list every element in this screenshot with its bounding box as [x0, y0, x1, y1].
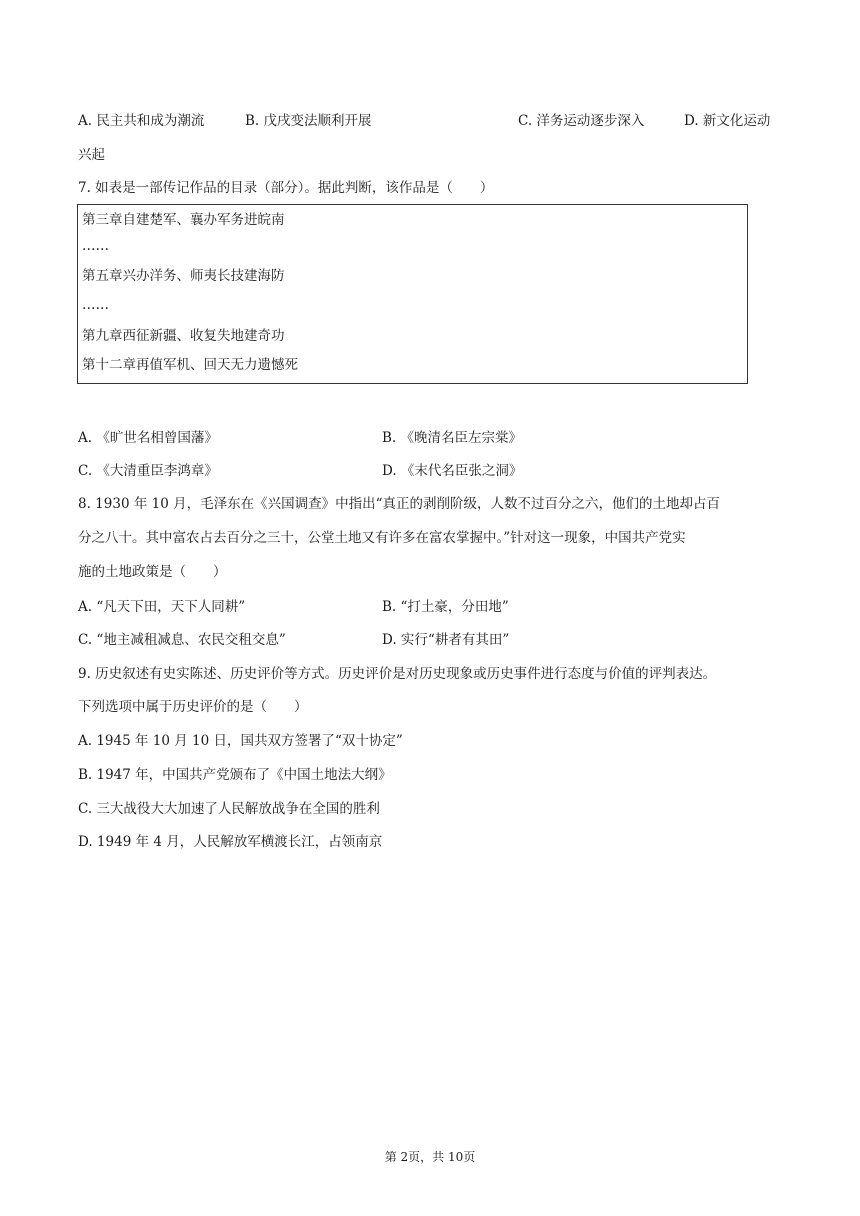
q7-option-b: B. 《晚清名臣左宗棠》 [382, 430, 523, 446]
q7-option-a: A. 《旷世名相曾国藩》 [78, 430, 218, 446]
q6-option-b: B. 戊戌变法顺利开展 [245, 113, 372, 129]
toc-item: …… [82, 238, 109, 254]
q6-option-d: D. 新文化运动 [684, 113, 771, 129]
q7-option-c: C. 《大清重臣李鸿章》 [78, 463, 218, 479]
q8-option-a: A. “凡天下田，天下人同耕” [78, 599, 246, 615]
q8-option-d: D. 实行“耕者有其田” [382, 632, 510, 648]
q7-table-of-contents [77, 204, 748, 384]
q9-option-c: C. 三大战役大大加速了人民解放战争在全国的胜利 [78, 801, 380, 817]
page-number-footer: 第 2页，共 10页 [384, 1150, 476, 1164]
toc-item: …… [82, 297, 109, 313]
toc-item: 第三章自建楚军、襄办军务进皖南 [82, 212, 285, 228]
toc-item: 第九章西征新疆、收复失地建奇功 [82, 328, 285, 344]
q7-stem: 7. 如表是一部传记作品的目录（部分）。据此判断，该作品是（ ） [78, 180, 494, 196]
q6-option-a: A. 民主共和成为潮流 [78, 113, 205, 129]
q9-stem-line: 9. 历史叙述有史实陈述、历史评价等方式。历史评价是对历史现象或历史事件进行态度与价值的评判表达。 [78, 666, 717, 682]
q9-option-a: A. 1945 年 10 月 10 日，国共双方签署了“双十协定” [78, 733, 403, 749]
q6-option-c: C. 洋务运动逐步深入 [518, 113, 645, 129]
q9-option-b: B. 1947 年，中国共产党颁布了《中国土地法大纲》 [78, 767, 392, 783]
q9-stem-line: 下列选项中属于历史评价的是（ ） [78, 699, 308, 715]
q8-option-c: C. “地主减租减息、农民交租交息” [78, 632, 286, 648]
toc-item: 第十二章再值军机、回天无力遗憾死 [82, 357, 298, 373]
q6-option-d-continued: 兴起 [78, 147, 105, 163]
q8-option-b: B. “打土豪，分田地” [382, 599, 509, 615]
q8-stem-line: 分之八十。其中富农占去百分之三十，公堂土地又有许多在富农掌握中。”针对这一现象，中国共产党实 [78, 530, 686, 546]
q7-option-d: D. 《末代名臣张之洞》 [382, 463, 523, 479]
q9-option-d: D. 1949 年 4 月，人民解放军横渡长江，占领南京 [78, 834, 383, 850]
q8-stem-line: 8. 1930 年 10 月，毛泽东在《兴国调查》中指出“真正的剥削阶级，人数不过百分之六，他们的土地却占百 [78, 496, 720, 512]
toc-item: 第五章兴办洋务、师夷长技建海防 [82, 268, 285, 284]
q8-stem-line: 施的土地政策是（ ） [78, 564, 227, 580]
